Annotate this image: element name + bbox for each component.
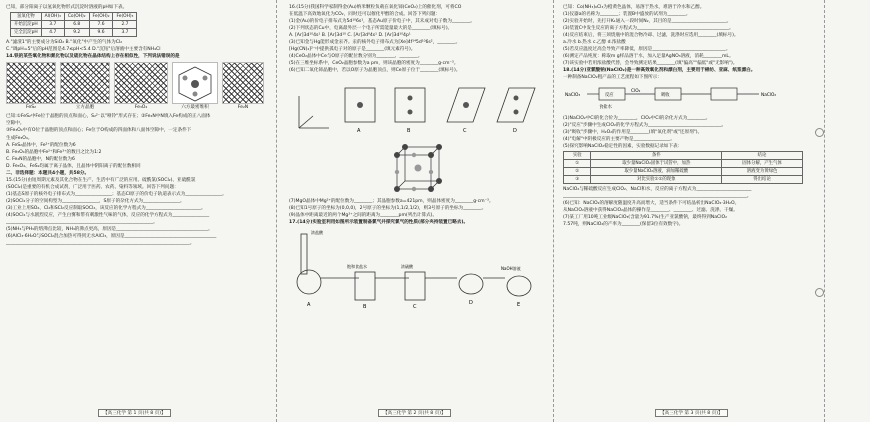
apparatus-label-a: A bbox=[307, 301, 311, 308]
table-cell: 固体分解，产生气体 bbox=[722, 159, 803, 167]
text-line: 一种制备NaClO₂粗产品的工艺流程如下图所示： bbox=[563, 75, 662, 81]
text-line: 从NaClO₂溶液中获得NaClO₂晶体的操作是________、________、过滤、洗涤、干燥。 bbox=[563, 208, 738, 214]
table-header: 实验 bbox=[564, 151, 591, 159]
text-line: 已知：Co(NH₃)₆Cl₃为橙黄色晶体，易溶于热水，难溶于冷水和乙醇。 bbox=[563, 5, 705, 10]
text-line: NaClO₂与稀硫酸反应生成ClO₂、NaCl和水，反应的离子方程式为________________________ bbox=[563, 186, 752, 192]
table-header: 条件 bbox=[591, 151, 722, 159]
section-heading: 二、非选择题：本题共4小题，共58分。 bbox=[6, 170, 90, 176]
option-label: D bbox=[513, 128, 517, 135]
option-label: A bbox=[357, 128, 361, 135]
table-header: 氢氧化物 bbox=[11, 13, 42, 21]
crystal-figures bbox=[6, 62, 268, 111]
flow-node: ClO₂ bbox=[631, 88, 641, 94]
mgo-unit-cell-figure bbox=[387, 141, 449, 197]
ph-table bbox=[10, 12, 137, 37]
text-line: (6)已知二氧化铈晶胞中，若以O原子为晶胞顶点，则Ce原子位于________(填标号)。 bbox=[289, 68, 461, 74]
table-header: Fe(OH)₂ bbox=[89, 13, 113, 21]
text-line: (3)"吸收"步骤中，H₂O₂的作用是________(填"氧化剂"或"还原剂")。 bbox=[563, 129, 703, 135]
table-cell: 取少量NaClO₂溶液，滴加稀硫酸 bbox=[591, 167, 722, 175]
option-b: B. Fe₃O₄的晶胞中Fe²⁺和Fe³⁺的数目之比为1:2 bbox=[6, 149, 102, 155]
flow-node: 吸收 bbox=[661, 92, 670, 98]
text-line: (SOCl₂)是重要的有机合成试剂，广泛用于医药、农药、染料等领域。回答下列问题： bbox=[6, 184, 179, 190]
apparatus-label-d: D bbox=[469, 299, 473, 306]
figure-caption: 立方晶胞 bbox=[75, 105, 95, 111]
text-line: (2)SOCl₂分子的空间构型为________________，S原子的杂化方式为________________。 bbox=[6, 198, 185, 204]
option-d: D. Fe₃O₄、FeS₂均属于离子晶体，且晶体中阴阳离子的配位数相同 bbox=[6, 163, 141, 169]
reagent-label: NaOH溶液 bbox=[501, 265, 521, 271]
text-line: (6)测定产品纯度：称取m g样品溶于水，加入足量AgNO₃溶液，消耗________mL。 bbox=[563, 54, 734, 60]
apparatus-label-c: C bbox=[413, 303, 417, 310]
text-line: ________________________________________________________________。 bbox=[6, 220, 158, 226]
figure-caption: Fe₂N bbox=[237, 105, 249, 111]
fe3o4-lattice-image bbox=[114, 62, 168, 104]
text-line: (9)晶体中距离最近的两个Mg²⁺之间的距离为________pm(列出计算式)。 bbox=[289, 212, 438, 218]
text-line: 生成Fe₃O₄。 bbox=[6, 135, 33, 141]
text-line: (3)工业上用SO₂、Cl₂和SCl₂反应制取SOCl₂，该反应的化学方程式为________________________。 bbox=[6, 205, 206, 211]
unit-cell-options-figure bbox=[289, 74, 547, 136]
table-cell: 得出结论 bbox=[722, 175, 803, 183]
table-cell: 完全沉淀pH bbox=[11, 29, 42, 37]
table-cell: 溶液变为黄绿色 bbox=[722, 167, 803, 175]
process-flow-figure bbox=[563, 82, 815, 112]
text-line: (6)已知：NaClO₂的溶解度随温度升高而增大，适当条件下可结晶析出NaClO₂·3H₂O。 bbox=[563, 201, 740, 207]
option-a: A. FeS₂晶体中，Fe²⁺的配位数为6 bbox=[6, 142, 76, 148]
table-cell: 3.7 bbox=[41, 21, 64, 29]
text-line: [Hg(CN)₄]²⁻中提供孤电子对的原子是________(填元素符号)。 bbox=[289, 47, 416, 53]
text-line: (4)反应结束后，将三颈烧瓶中的混合物冷却、过滤，洗涤时应选用________(填标号)。 bbox=[563, 33, 739, 39]
option-label: C bbox=[463, 128, 467, 135]
figure-caption: Fe₃O₄ bbox=[134, 105, 148, 111]
text-line: (2)实验开始时，先打开K₁通入一段时间N₂，其目的是________________________。 bbox=[563, 19, 732, 25]
page-footer: 【高三化学 第 3 页(共 8 页)】 bbox=[655, 409, 728, 417]
text-line: (1)仪器a的名称为________；装置B中盛放的试剂为________。 bbox=[563, 12, 691, 18]
text-line: (3)装置C中发生反应的离子方程式为________________________________________。 bbox=[563, 26, 734, 32]
table-cell: 6.8 bbox=[64, 21, 89, 29]
text-line: (7)MgO晶体中Mg²⁺的配位数为________；其晶胞参数a=421pm，则晶体密度为________g·cm⁻³。 bbox=[289, 198, 494, 204]
option-c-cell bbox=[447, 88, 485, 134]
flow-node: NaClO₃ bbox=[565, 92, 581, 98]
text-line: 已知:①FeS₂中Fe位于晶胞的顶点和面心，S₂²⁻以"哑铃"形式存在；②Fe₂N中N填入Fe构成的正八面体 bbox=[6, 114, 211, 120]
question-15: 15.(15分)由短周期元素及其化合物在生产、生活中有广泛的应用。硫酰氯(SOCl₂)、亚硫酰氯 bbox=[6, 177, 196, 183]
table-cell: 2.7 bbox=[113, 21, 137, 29]
fes2-lattice-image bbox=[6, 62, 56, 104]
option-a-cell bbox=[345, 88, 375, 134]
text-line: (5)在三维坐标系中，CeO₂晶胞参数为a pm，则该晶胞的密度为________g·cm⁻³。 bbox=[289, 61, 459, 67]
text-line: (4)"电解"中阴极反应的主要产物是________________。 bbox=[563, 136, 675, 142]
apparatus-label-b: B bbox=[363, 303, 367, 310]
table-cell: 取少量NaClO₂固体于试管中，加热 bbox=[591, 159, 722, 167]
text-line: (2)"反应"步骤中生成ClO₂的化学方程式为________________________________。 bbox=[563, 122, 727, 128]
text-line: (6)AlCl₃·6H₂O与SOCl₂混合加热可得到无水AlCl₃，原因是________________________________________ bbox=[6, 234, 217, 240]
column-divider bbox=[276, 0, 277, 422]
text-line: (4)SOCl₂与水剧烈反应，产生白雾和带有刺激性气味的气体，反应的化学方程式为________________ bbox=[6, 213, 210, 219]
binding-hole-icon bbox=[815, 128, 824, 137]
cubic-cell-image bbox=[60, 62, 110, 104]
table-cell: ② bbox=[564, 167, 591, 175]
table-cell: 开始沉淀pH bbox=[11, 21, 42, 29]
text-line: ________________________________________________________________________________。 bbox=[563, 194, 752, 200]
table-header: 结论 bbox=[722, 151, 803, 159]
text-line: (7)该实验中若用浓盐酸代替，会导致测定结果________(填"偏高""偏低"或"无影响")。 bbox=[563, 61, 738, 67]
question-14: 14.铁的某些氧化物和氮化物以及硫化物在晶体结构上存在相似性，下列说法错误的是 bbox=[6, 54, 180, 60]
table-cell: 7.6 bbox=[89, 21, 113, 29]
apparatus-figure bbox=[289, 226, 547, 310]
flow-node: 食盐水 bbox=[599, 104, 612, 110]
page-2 bbox=[289, 4, 547, 402]
binding-hole-icon bbox=[815, 288, 824, 297]
text-line: ________________________________________________________________________________。 bbox=[6, 241, 195, 247]
page-footer: 【高三化学 第 2 页(共 8 页)】 bbox=[378, 409, 451, 417]
page-footer: 【高三化学 第 1 页(共 8 页)】 bbox=[98, 409, 171, 417]
stability-table bbox=[563, 151, 803, 184]
page-3 bbox=[563, 4, 815, 402]
text-line: 空隙中。 bbox=[6, 121, 25, 127]
reagent-label: 浓硫酸 bbox=[401, 263, 413, 269]
text-line: (2)下列状态的Cu中，电离最外层一个电子所需能量最大的是________(填标号)。 bbox=[289, 26, 453, 32]
text-line: (1)基态S原子的核外电子排布式为________________；基态Cl原子的价电子轨道表示式为________________。 bbox=[6, 191, 227, 197]
column-divider bbox=[824, 0, 825, 422]
fe2n-lattice-image bbox=[222, 62, 264, 104]
figure-caption: FeS₂ bbox=[26, 105, 36, 111]
text-line: 在低温下高效地氧化为CO₂，同时还可以催化甲醇的合成。回答下列问题： bbox=[289, 12, 441, 18]
question-17: 17.(14分)实验室利用如图所示装置制备氯气并探究氯气的性质(部分夹持装置已略去)。 bbox=[289, 219, 469, 225]
table-header: Fe(OH)₃ bbox=[113, 13, 137, 21]
text-line: 已知，部分阳离子以氢氧化物形式沉淀时溶液的pH如下表。 bbox=[6, 5, 128, 10]
hcp-structure-image bbox=[172, 62, 218, 104]
table-cell: 9.2 bbox=[64, 29, 89, 37]
text-line: (3)已知金与Hg能形成金汞齐。汞的核外电子排布式为[Xe]4f¹⁴5d¹⁰6s²，________。 bbox=[289, 40, 461, 46]
figure-caption: 六方最密堆积 bbox=[181, 105, 209, 111]
option-c: C. Fe₂N的晶胞中，N的配位数为6 bbox=[6, 156, 75, 162]
text-line: (4)CeO₂晶体中Ce与O原子的配位数分别为________、________。 bbox=[289, 54, 423, 60]
text-line: A."滤渣1"的主要成分为SiO₂ B."氧化"中产生的气体为Cl₂ bbox=[6, 40, 123, 46]
text-line: (5)若反应温度过高会导致产率降低，原因是________________________________。 bbox=[563, 47, 731, 53]
column-divider bbox=[553, 0, 554, 422]
flow-node: NaClO₂ bbox=[761, 92, 777, 98]
table-cell: ③ bbox=[564, 175, 591, 183]
text-line: (1)NaClO₂中Cl的化合价为________，ClO₂中Cl的杂化方式为________。 bbox=[563, 115, 711, 121]
table-cell: 4.7 bbox=[41, 29, 64, 37]
option-label: B bbox=[407, 128, 411, 135]
table-cell: 对比实验①②的现象 bbox=[591, 175, 722, 183]
text-line: (7)某工厂用10吨工业级NaClO₃(含量为91.7%)生产亚氯酸钠，最终得到NaClO₂ bbox=[563, 215, 727, 221]
table-header: Al(OH)₃ bbox=[41, 13, 64, 21]
flow-node: 反应 bbox=[605, 92, 614, 98]
text-line: C."调pH=5"后的pH范围是4.7≤pH<5.4 D."沉钴"后溶液中主要含有NH₄Cl bbox=[6, 47, 161, 53]
reagent-label: 浓盐酸 bbox=[311, 229, 323, 235]
text-line: A. [Ar]3d¹⁰4s¹ B. [Ar]3d¹⁰ C. [Ar]3d⁹4s¹ D. [Ar]3d¹⁰4p¹ bbox=[289, 33, 411, 39]
question-16: 16.(15分)我国科学家制得金(Au)纳米颗粒负载在氧化铈(CeO₂)上的催化剂，可将CO bbox=[289, 5, 462, 10]
question-18: 18.(14分)亚氯酸钠(NaClO₂)是一种高效氧化剂和漂白剂，主要用于棉纺、亚麻、纸浆漂白。 bbox=[563, 68, 756, 74]
table-cell: ① bbox=[564, 159, 591, 167]
table-cell: 3.7 bbox=[113, 29, 137, 37]
text-line: ③Fe₃O₄中有O位于晶胞的顶点和面心；Fe位于O构成的四面体和八面体空隙中，一定条件下 bbox=[6, 128, 192, 134]
text-line: (8)已知1号原子的坐标为(0,0,0)，2号原子的坐标为(1,1/2,1/2)，则3号原子的坐标为________。 bbox=[289, 205, 487, 211]
apparatus-label-e: E bbox=[517, 301, 521, 308]
text-line: a.冷水 b.热水 c.乙醇 d.浓盐酸 bbox=[563, 40, 626, 46]
reagent-label: 饱和食盐水 bbox=[347, 263, 367, 269]
option-b-cell bbox=[395, 88, 425, 134]
text-line: (5)NH₃与PH₃的熔沸点比较，NH₃的沸点更高，原因是________________________________________。 bbox=[6, 227, 213, 233]
text-line: (5)探究影响NaClO₂稳定性的因素，实验数据记录如下表： bbox=[563, 143, 683, 149]
table-cell: 9.6 bbox=[89, 29, 113, 37]
text-line: 7.57吨，则NaClO₂的产率为________(保留3位有效数字)。 bbox=[563, 222, 684, 228]
text-line: (1)金(Au)的价电子排布式为5d¹⁰6s¹，基态Au原子价电子中，其未成对电子数为________。 bbox=[289, 19, 475, 25]
page-1 bbox=[6, 4, 268, 402]
option-d-cell bbox=[497, 88, 535, 134]
table-header: Co(OH)₂ bbox=[64, 13, 89, 21]
